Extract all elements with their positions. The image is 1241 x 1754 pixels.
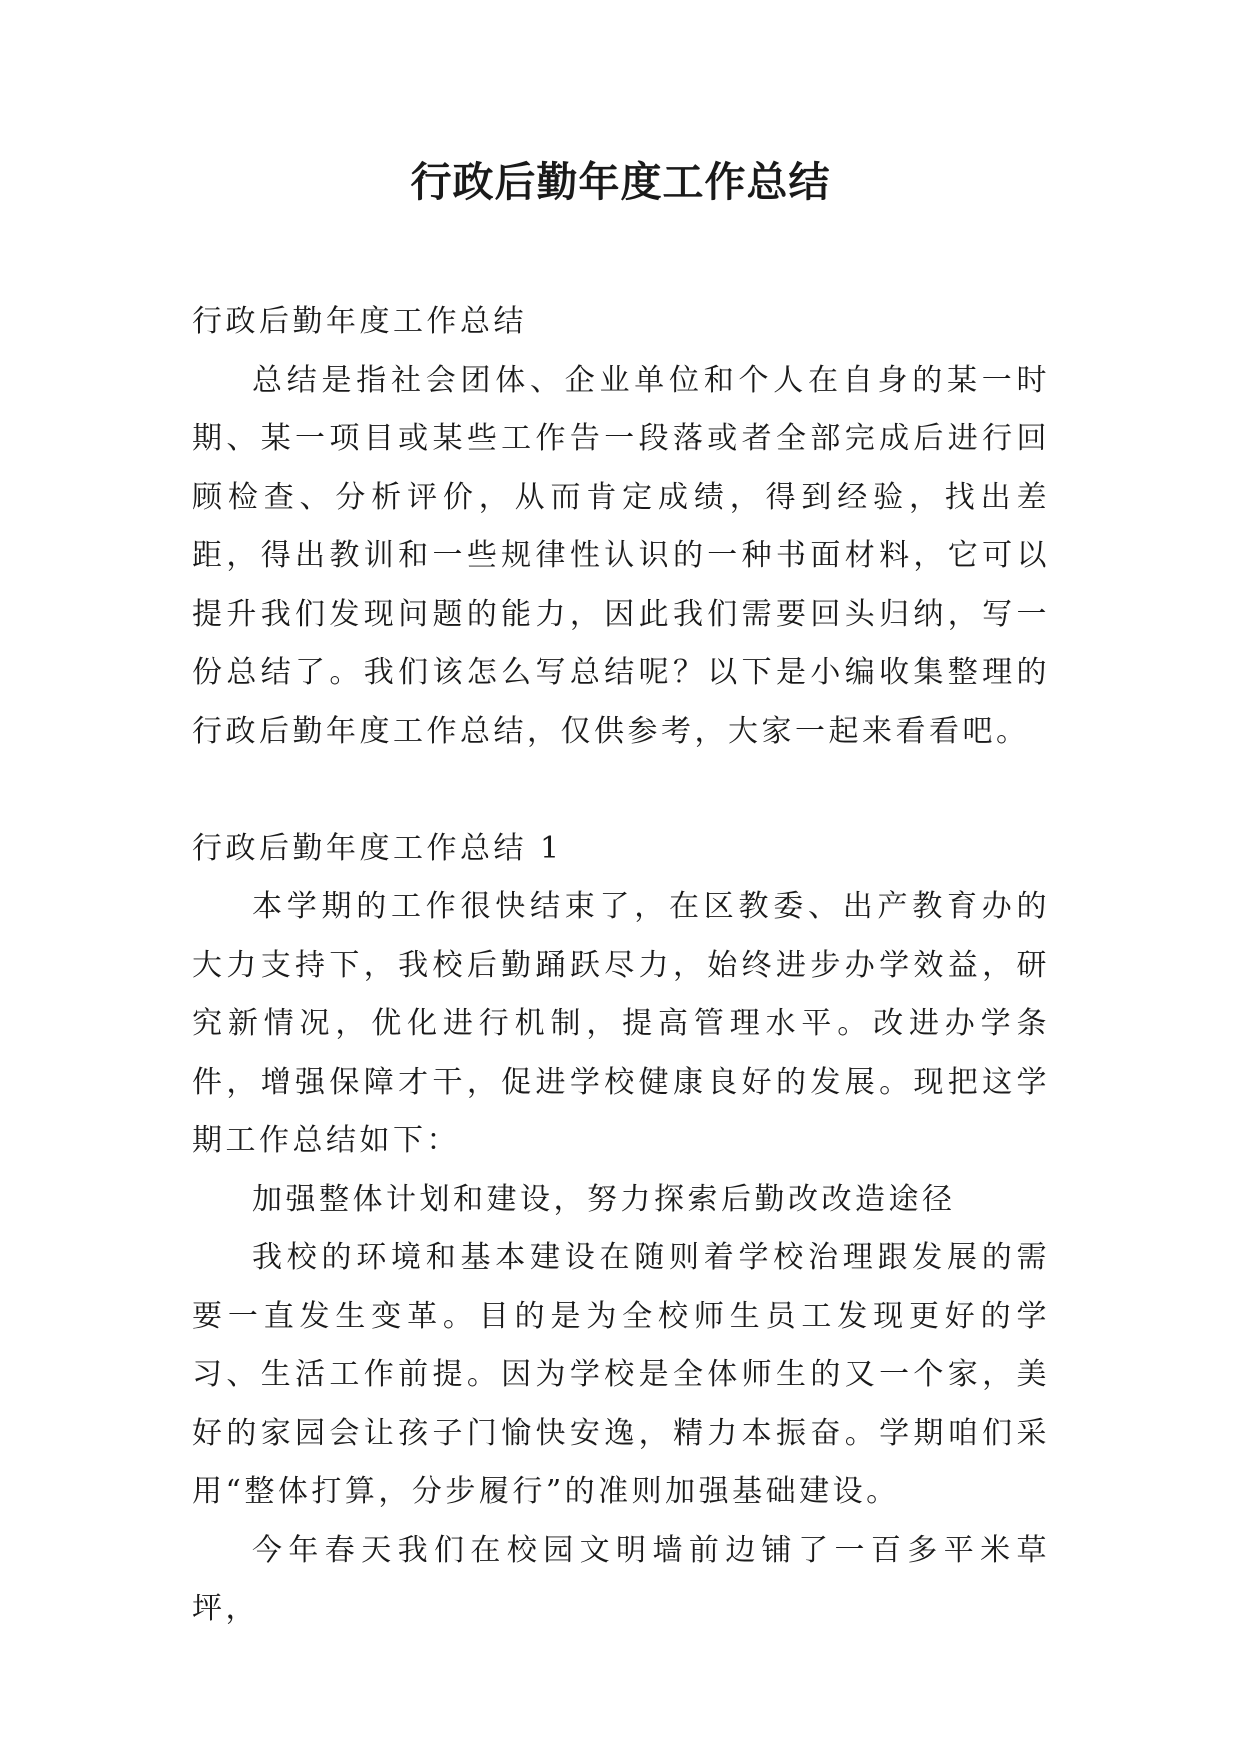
section-1-subheading: 加强整体计划和建设，努力探索后勤改改造途径 [252,1181,956,1217]
document-title: 行政后勤年度工作总结 [410,158,831,206]
section-1-paragraph-2: 我校的环境和基本建设在随则着学校治理跟发展的需要一直发生变革。目的是为全校师生员工发现更好的学习、生活工作前提。因为学校是全体师生的又一个家，美好的家园会让孩子门愉快安逸，精力本振奋。学期咱们采用“整体打算，分步履行”的准则加强基础建设。 [192,1240,1050,1509]
intro-paragraph: 总结是指社会团体、企业单位和个人在自身的某一时期、某一项目或某些工作告一段落或者全部完成后进行回顾检查、分析评价，从而肯定成绩，得到经验，找出差距，得出教训和一些规律性认识的一种书面材料，它可以提升我们发现问题的能力，因此我们需要回头归纳，写一份总结了。我们该怎么写总结呢？以下是小编收集整理的行政后勤年度工作总结，仅供参考，大家一起来看看吧。 [192,362,1050,749]
section-spacer [192,761,1050,820]
section-1-paragraph-1: 本学期的工作很快结束了，在区教委、出产教育办的大力支持下，我校后勤踊跃尽力，始终进步办学效益，研究新情况，优化进行机制，提高管理水平。改进办学条件，增强保障才干，促进学校健康良好的发展。现把这学期工作总结如下： [192,889,1050,1158]
document-subtitle: 行政后勤年度工作总结 [192,304,527,339]
document-body [192,293,1050,1639]
section-1-paragraph-3: 今年春天我们在校园文明墙前边铺了一百多平米草坪， [192,1532,1050,1626]
section-heading-1: 行政后勤年度工作总结 1 [192,830,563,866]
